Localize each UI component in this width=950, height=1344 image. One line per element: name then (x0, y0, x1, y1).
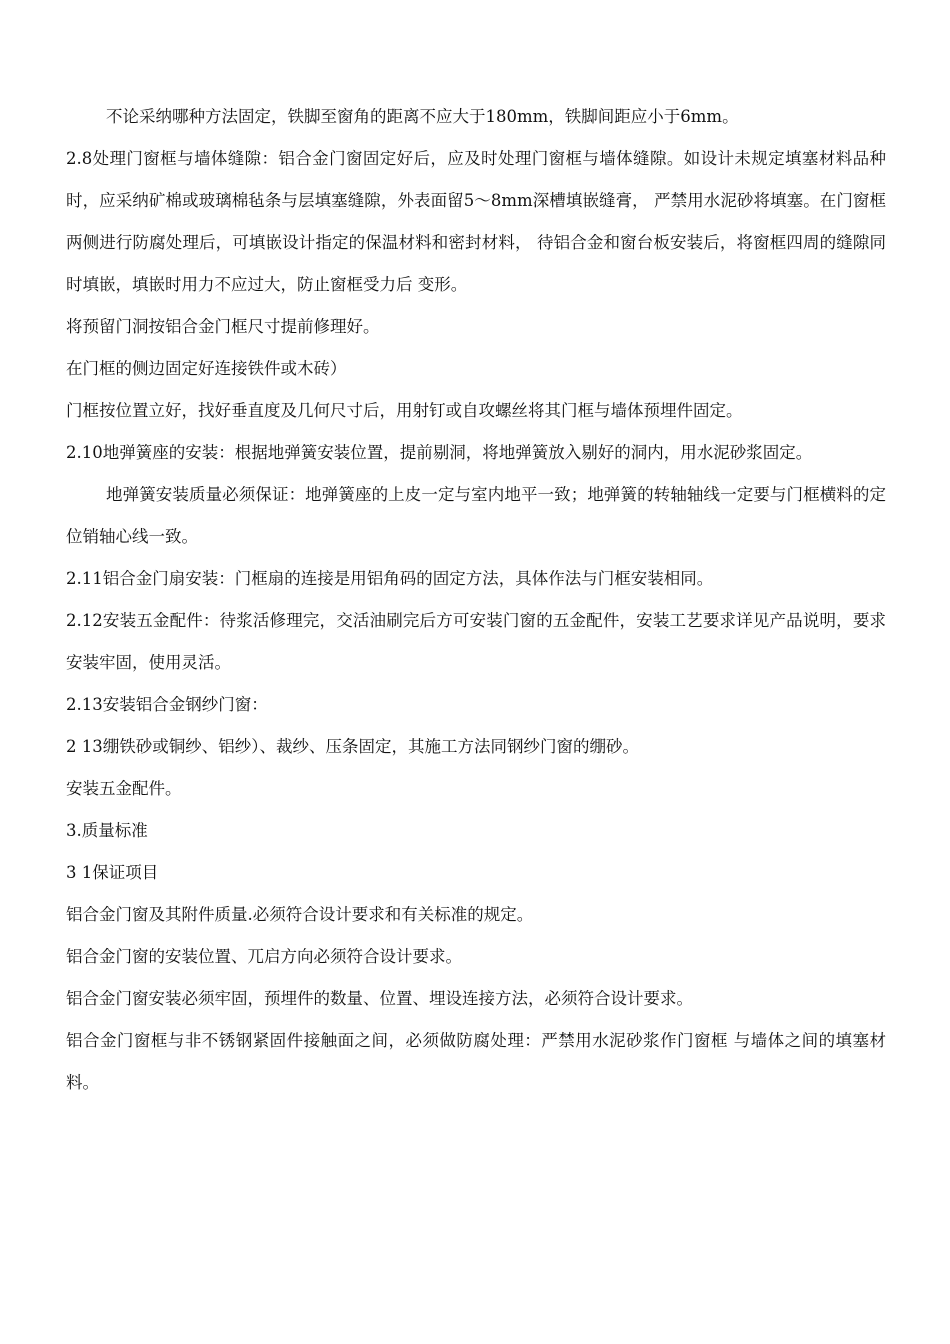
paragraph-2-8: 2.8处理门窗框与墙体缝隙：铝合金门窗固定好后，应及时处理门窗框与墙体缝隙。如设计未规定填塞材料品种时，应采纳矿棉或玻璃棉毡条与层填塞缝隙，外表面留5〜8mm深槽填嵌缝膏， 严禁用水泥砂将填塞。在门窗框两侧进行防腐处理后，可填嵌设计指定的保温材料和密封材料， 待铝合金和窗台板安装后，将窗框四周的缝隙同时填嵌，填嵌时用力不应过大，防止窗框受力后 变形。 (66, 149, 886, 294)
paragraph-2-11: 2.11铝合金门扇安装：门框扇的连接是用铝角码的固定方法，具体作法与门框安装相同。 (66, 569, 714, 588)
paragraph-floor-spring-quality: 地弹簧安装质量必须保证：地弹簧座的上皮一定与室内地平一致；地弹簧的转轴轴线一定要与门框横料的定位销轴心线一致。 (66, 485, 886, 546)
paragraph-door-frame-fix: 门框按位置立好，找好垂直度及几何尺寸后，用射钉或自攻螺丝将其门框与墙体预埋件固定。 (66, 401, 743, 420)
paragraph-anticorrosion: 铝合金门窗框与非不锈钢紧固件接触面之间，必须做防腐处理：严禁用水泥砂浆作门窗框 与墙体之间的填塞材料。 (66, 1031, 886, 1092)
paragraph-hardware: 安装五金配件。 (66, 779, 182, 798)
paragraph-door-opening: 将预留门洞按铝合金门框尺寸提前修理好。 (66, 317, 380, 336)
section-heading-quality-standard: 3.质量标准 (66, 821, 148, 840)
document-body (66, 96, 886, 1104)
paragraph-2-13: 2.13安装铝合金钢纱门窗： (66, 695, 268, 714)
paragraph-2-10: 2.10地弹簧座的安装：根据地弹簧安装位置，提前剔洞，将地弹簧放入剔好的洞内，用水泥砂浆固定。 (66, 443, 813, 462)
paragraph-iron-feet: 不论采纳哪种方法固定，铁脚至窗角的距离不应大于180mm，铁脚间距应小于6mm。 (106, 107, 739, 126)
section-heading-guarantee-items: 3 1保证项目 (66, 863, 159, 882)
paragraph-quality-accessories: 铝合金门窗及其附件质量.必须符合设计要求和有关标准的规定。 (66, 905, 534, 924)
paragraph-install-firm: 铝合金门窗安装必须牢固，预埋件的数量、位置、埋设连接方法，必须符合设计要求。 (66, 989, 693, 1008)
paragraph-2-13-mesh: 2 13绷铁砂或铜纱、铝纱）、裁纱、压条固定，其施工方法同钢纱门窗的绷砂。 (66, 737, 639, 756)
paragraph-install-position: 铝合金门窗的安装位置、兀启方向必须符合设计要求。 (66, 947, 462, 966)
paragraph-connecting-iron: 在门框的侧边固定好连接铁件或木砖） (66, 359, 347, 378)
paragraph-2-12: 2.12安装五金配件：待浆活修理完，交活油刷完后方可安装门窗的五金配件，安装工艺要求详见产品说明，要求安装牢固，使用灵活。 (66, 611, 886, 672)
